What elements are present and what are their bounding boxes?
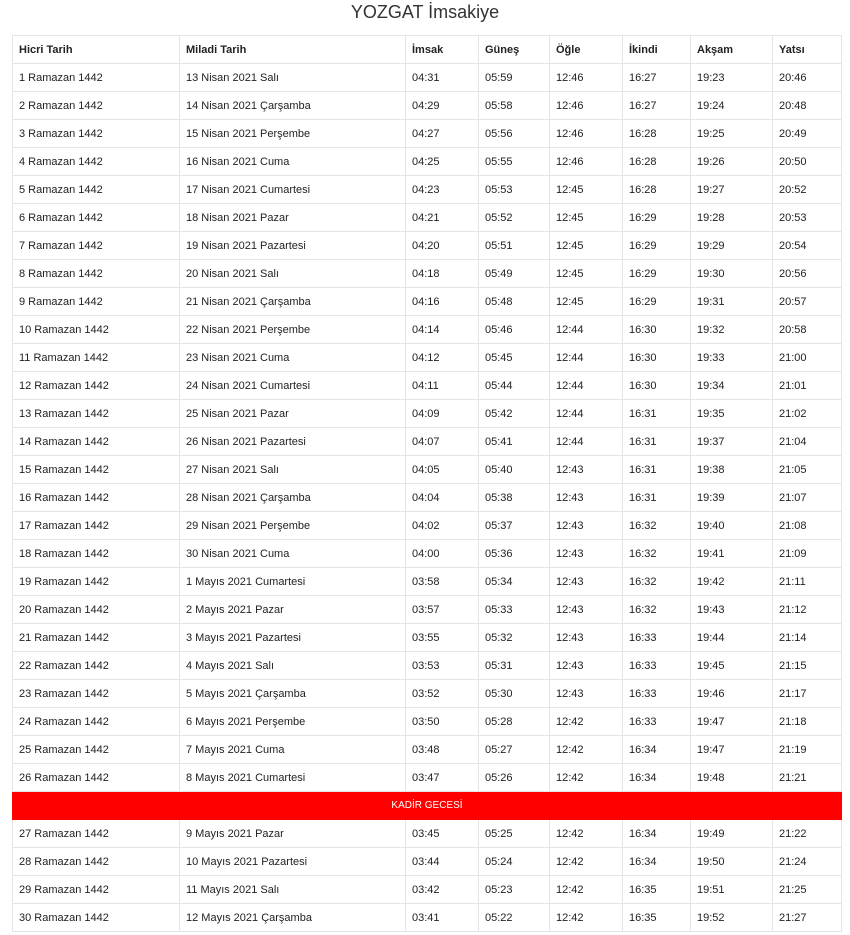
table-cell: 21:18 bbox=[773, 708, 842, 736]
table-cell: 04:21 bbox=[406, 204, 479, 232]
table-cell: 13 Ramazan 1442 bbox=[13, 400, 180, 428]
table-row bbox=[13, 568, 842, 596]
table-cell: 19:49 bbox=[691, 820, 773, 848]
kadir-gecesi-row bbox=[13, 792, 842, 820]
table-cell: 05:42 bbox=[479, 400, 550, 428]
table-cell: 04:07 bbox=[406, 428, 479, 456]
table-cell: 20:49 bbox=[773, 120, 842, 148]
table-cell: 12:42 bbox=[550, 820, 623, 848]
table-cell: 12:44 bbox=[550, 400, 623, 428]
table-cell: 15 Nisan 2021 Perşembe bbox=[180, 120, 406, 148]
table-cell: 25 Ramazan 1442 bbox=[13, 736, 180, 764]
table-cell: 24 Ramazan 1442 bbox=[13, 708, 180, 736]
header-ogle: Öğle bbox=[550, 36, 623, 64]
table-cell: 19:25 bbox=[691, 120, 773, 148]
table-cell: 29 Nisan 2021 Perşembe bbox=[180, 512, 406, 540]
table-cell: 27 Nisan 2021 Salı bbox=[180, 456, 406, 484]
table-cell: 05:58 bbox=[479, 92, 550, 120]
table-cell: 05:31 bbox=[479, 652, 550, 680]
table-row bbox=[13, 316, 842, 344]
table-cell: 20:46 bbox=[773, 64, 842, 92]
table-cell: 16:34 bbox=[623, 736, 691, 764]
table-cell: 19:33 bbox=[691, 344, 773, 372]
table-cell: 16:32 bbox=[623, 540, 691, 568]
table-row bbox=[13, 64, 842, 92]
table-cell: 04:25 bbox=[406, 148, 479, 176]
table-cell: 04:20 bbox=[406, 232, 479, 260]
table-cell: 19:48 bbox=[691, 764, 773, 792]
table-row bbox=[13, 288, 842, 316]
table-cell: 25 Nisan 2021 Pazar bbox=[180, 400, 406, 428]
table-cell: 05:33 bbox=[479, 596, 550, 624]
table-cell: 23 Nisan 2021 Cuma bbox=[180, 344, 406, 372]
table-cell: 03:52 bbox=[406, 680, 479, 708]
header-gunes: Güneş bbox=[479, 36, 550, 64]
table-row bbox=[13, 176, 842, 204]
table-cell: 03:50 bbox=[406, 708, 479, 736]
table-row bbox=[13, 204, 842, 232]
table-cell: 14 Nisan 2021 Çarşamba bbox=[180, 92, 406, 120]
table-cell: 12:45 bbox=[550, 232, 623, 260]
table-cell: 9 Ramazan 1442 bbox=[13, 288, 180, 316]
table-cell: 19:24 bbox=[691, 92, 773, 120]
table-cell: 12:43 bbox=[550, 456, 623, 484]
table-cell: 16:32 bbox=[623, 512, 691, 540]
table-row bbox=[13, 120, 842, 148]
table-row bbox=[13, 232, 842, 260]
table-cell: 05:28 bbox=[479, 708, 550, 736]
table-cell: 19:41 bbox=[691, 540, 773, 568]
table-cell: 16:34 bbox=[623, 764, 691, 792]
table-cell: 14 Ramazan 1442 bbox=[13, 428, 180, 456]
table-cell: 16:35 bbox=[623, 876, 691, 904]
table-cell: 19:38 bbox=[691, 456, 773, 484]
table-row bbox=[13, 624, 842, 652]
table-cell: 16:33 bbox=[623, 680, 691, 708]
table-cell: 12:43 bbox=[550, 568, 623, 596]
table-cell: 05:22 bbox=[479, 904, 550, 932]
table-cell: 1 Ramazan 1442 bbox=[13, 64, 180, 92]
table-cell: 12:46 bbox=[550, 64, 623, 92]
table-cell: 16:33 bbox=[623, 624, 691, 652]
table-cell: 12:42 bbox=[550, 876, 623, 904]
table-row bbox=[13, 680, 842, 708]
table-cell: 5 Mayıs 2021 Çarşamba bbox=[180, 680, 406, 708]
table-cell: 21:12 bbox=[773, 596, 842, 624]
table-cell: 6 Mayıs 2021 Perşembe bbox=[180, 708, 406, 736]
table-cell: 19:29 bbox=[691, 232, 773, 260]
table-cell: 05:52 bbox=[479, 204, 550, 232]
table-cell: 16:30 bbox=[623, 344, 691, 372]
table-cell: 18 Nisan 2021 Pazar bbox=[180, 204, 406, 232]
table-cell: 16:29 bbox=[623, 288, 691, 316]
table-cell: 3 Mayıs 2021 Pazartesi bbox=[180, 624, 406, 652]
table-row bbox=[13, 848, 842, 876]
table-cell: 04:18 bbox=[406, 260, 479, 288]
table-cell: 15 Ramazan 1442 bbox=[13, 456, 180, 484]
table-row bbox=[13, 260, 842, 288]
table-cell: 12:44 bbox=[550, 344, 623, 372]
table-cell: 03:44 bbox=[406, 848, 479, 876]
table-cell: 19:44 bbox=[691, 624, 773, 652]
table-cell: 05:37 bbox=[479, 512, 550, 540]
table-cell: 20 Nisan 2021 Salı bbox=[180, 260, 406, 288]
table-row bbox=[13, 344, 842, 372]
table-row bbox=[13, 652, 842, 680]
table-cell: 12:46 bbox=[550, 92, 623, 120]
table-cell: 2 Ramazan 1442 bbox=[13, 92, 180, 120]
header-imsak: İmsak bbox=[406, 36, 479, 64]
table-cell: 20 Ramazan 1442 bbox=[13, 596, 180, 624]
table-cell: 6 Ramazan 1442 bbox=[13, 204, 180, 232]
table-cell: 16:32 bbox=[623, 596, 691, 624]
table-cell: 11 Mayıs 2021 Salı bbox=[180, 876, 406, 904]
table-cell: 04:31 bbox=[406, 64, 479, 92]
table-cell: 05:59 bbox=[479, 64, 550, 92]
table-cell: 21:25 bbox=[773, 876, 842, 904]
table-cell: 16:35 bbox=[623, 904, 691, 932]
table-cell: 19:42 bbox=[691, 568, 773, 596]
table-row bbox=[13, 92, 842, 120]
table-row bbox=[13, 456, 842, 484]
imsakiye-table bbox=[12, 35, 842, 932]
table-cell: 16 Ramazan 1442 bbox=[13, 484, 180, 512]
table-cell: 9 Mayıs 2021 Pazar bbox=[180, 820, 406, 848]
table-cell: 05:32 bbox=[479, 624, 550, 652]
table-cell: 19:30 bbox=[691, 260, 773, 288]
table-cell: 12:43 bbox=[550, 484, 623, 512]
table-body-after bbox=[13, 820, 842, 932]
table-cell: 20:52 bbox=[773, 176, 842, 204]
table-cell: 03:42 bbox=[406, 876, 479, 904]
table-cell: 20:53 bbox=[773, 204, 842, 232]
table-cell: 30 Nisan 2021 Cuma bbox=[180, 540, 406, 568]
table-cell: 10 Mayıs 2021 Pazartesi bbox=[180, 848, 406, 876]
table-cell: 03:53 bbox=[406, 652, 479, 680]
table-cell: 16:31 bbox=[623, 428, 691, 456]
table-cell: 16 Nisan 2021 Cuma bbox=[180, 148, 406, 176]
table-cell: 03:45 bbox=[406, 820, 479, 848]
table-row bbox=[13, 764, 842, 792]
page-title: YOZGAT İmsakiye bbox=[350, 2, 500, 22]
table-row bbox=[13, 484, 842, 512]
table-cell: 21:01 bbox=[773, 372, 842, 400]
table-cell: 20:54 bbox=[773, 232, 842, 260]
table-cell: 03:47 bbox=[406, 764, 479, 792]
header-yatsi: Yatsı bbox=[773, 36, 842, 64]
table-cell: 12:42 bbox=[550, 764, 623, 792]
table-body-before bbox=[13, 64, 842, 792]
table-cell: 1 Mayıs 2021 Cumartesi bbox=[180, 568, 406, 596]
table-cell: 04:14 bbox=[406, 316, 479, 344]
table-cell: 03:55 bbox=[406, 624, 479, 652]
table-cell: 19:35 bbox=[691, 400, 773, 428]
table-cell: 20:56 bbox=[773, 260, 842, 288]
table-cell: 12:43 bbox=[550, 624, 623, 652]
table-cell: 03:57 bbox=[406, 596, 479, 624]
table-row bbox=[13, 596, 842, 624]
table-cell: 12:45 bbox=[550, 260, 623, 288]
table-cell: 05:49 bbox=[479, 260, 550, 288]
table-cell: 19:37 bbox=[691, 428, 773, 456]
table-cell: 30 Ramazan 1442 bbox=[13, 904, 180, 932]
header-hicri-tarih: Hicri Tarih bbox=[13, 36, 180, 64]
table-cell: 19:47 bbox=[691, 736, 773, 764]
table-cell: 27 Ramazan 1442 bbox=[13, 820, 180, 848]
table-cell: 05:46 bbox=[479, 316, 550, 344]
table-cell: 03:48 bbox=[406, 736, 479, 764]
table-cell: 04:09 bbox=[406, 400, 479, 428]
table-cell: 19:51 bbox=[691, 876, 773, 904]
table-cell: 04:11 bbox=[406, 372, 479, 400]
table-cell: 21:19 bbox=[773, 736, 842, 764]
table-cell: 05:56 bbox=[479, 120, 550, 148]
table-cell: 03:41 bbox=[406, 904, 479, 932]
table-cell: 17 Nisan 2021 Cumartesi bbox=[180, 176, 406, 204]
table-cell: 05:48 bbox=[479, 288, 550, 316]
table-cell: 21:00 bbox=[773, 344, 842, 372]
table-cell: 05:55 bbox=[479, 148, 550, 176]
table-cell: 28 Ramazan 1442 bbox=[13, 848, 180, 876]
table-cell: 17 Ramazan 1442 bbox=[13, 512, 180, 540]
table-cell: 16:28 bbox=[623, 148, 691, 176]
table-cell: 12:45 bbox=[550, 288, 623, 316]
table-cell: 12:43 bbox=[550, 652, 623, 680]
table-cell: 7 Ramazan 1442 bbox=[13, 232, 180, 260]
table-cell: 05:27 bbox=[479, 736, 550, 764]
table-cell: 04:02 bbox=[406, 512, 479, 540]
table-cell: 22 Ramazan 1442 bbox=[13, 652, 180, 680]
table-row bbox=[13, 372, 842, 400]
table-cell: 19:40 bbox=[691, 512, 773, 540]
table-cell: 19:47 bbox=[691, 708, 773, 736]
table-cell: 20:48 bbox=[773, 92, 842, 120]
table-cell: 04:27 bbox=[406, 120, 479, 148]
table-cell: 12:42 bbox=[550, 848, 623, 876]
table-cell: 12:46 bbox=[550, 120, 623, 148]
table-cell: 12:44 bbox=[550, 316, 623, 344]
table-cell: 8 Mayıs 2021 Cumartesi bbox=[180, 764, 406, 792]
table-cell: 16:32 bbox=[623, 568, 691, 596]
table-cell: 19 Nisan 2021 Pazartesi bbox=[180, 232, 406, 260]
table-cell: 28 Nisan 2021 Çarşamba bbox=[180, 484, 406, 512]
table-cell: 05:23 bbox=[479, 876, 550, 904]
table-cell: 22 Nisan 2021 Perşembe bbox=[180, 316, 406, 344]
table-cell: 18 Ramazan 1442 bbox=[13, 540, 180, 568]
table-cell: 12:44 bbox=[550, 428, 623, 456]
table-cell: 19:45 bbox=[691, 652, 773, 680]
table-cell: 26 Ramazan 1442 bbox=[13, 764, 180, 792]
table-cell: 19:32 bbox=[691, 316, 773, 344]
table-row bbox=[13, 708, 842, 736]
table-cell: 05:36 bbox=[479, 540, 550, 568]
table-cell: 12:43 bbox=[550, 540, 623, 568]
table-cell: 11 Ramazan 1442 bbox=[13, 344, 180, 372]
table-cell: 16:29 bbox=[623, 260, 691, 288]
table-cell: 20:57 bbox=[773, 288, 842, 316]
table-cell: 16:30 bbox=[623, 372, 691, 400]
table-cell: 12:42 bbox=[550, 904, 623, 932]
table-cell: 19:46 bbox=[691, 680, 773, 708]
kadir-gecesi-label: KADİR GECESİ bbox=[13, 792, 842, 820]
table-cell: 21:21 bbox=[773, 764, 842, 792]
table-cell: 21:27 bbox=[773, 904, 842, 932]
table-cell: 21:04 bbox=[773, 428, 842, 456]
table-cell: 05:53 bbox=[479, 176, 550, 204]
table-cell: 16:27 bbox=[623, 92, 691, 120]
table-cell: 04:05 bbox=[406, 456, 479, 484]
table-cell: 19 Ramazan 1442 bbox=[13, 568, 180, 596]
table-cell: 04:00 bbox=[406, 540, 479, 568]
table-cell: 16:31 bbox=[623, 400, 691, 428]
table-row bbox=[13, 512, 842, 540]
table-cell: 3 Ramazan 1442 bbox=[13, 120, 180, 148]
table-cell: 19:50 bbox=[691, 848, 773, 876]
table-cell: 13 Nisan 2021 Salı bbox=[180, 64, 406, 92]
table-cell: 05:40 bbox=[479, 456, 550, 484]
table-cell: 16:29 bbox=[623, 204, 691, 232]
table-cell: 05:24 bbox=[479, 848, 550, 876]
table-cell: 21:24 bbox=[773, 848, 842, 876]
table-cell: 04:12 bbox=[406, 344, 479, 372]
table-cell: 04:29 bbox=[406, 92, 479, 120]
table-cell: 05:38 bbox=[479, 484, 550, 512]
table-cell: 05:45 bbox=[479, 344, 550, 372]
table-cell: 19:43 bbox=[691, 596, 773, 624]
table-cell: 19:27 bbox=[691, 176, 773, 204]
table-cell: 16:28 bbox=[623, 176, 691, 204]
table-cell: 04:23 bbox=[406, 176, 479, 204]
table-cell: 05:41 bbox=[479, 428, 550, 456]
table-cell: 21:07 bbox=[773, 484, 842, 512]
table-body-special bbox=[13, 792, 842, 820]
table-cell: 05:30 bbox=[479, 680, 550, 708]
table-cell: 20:58 bbox=[773, 316, 842, 344]
table-cell: 21:05 bbox=[773, 456, 842, 484]
table-cell: 21:14 bbox=[773, 624, 842, 652]
table-row bbox=[13, 428, 842, 456]
header-ikindi: İkindi bbox=[623, 36, 691, 64]
table-cell: 19:39 bbox=[691, 484, 773, 512]
table-cell: 16:27 bbox=[623, 64, 691, 92]
table-header-row bbox=[13, 36, 842, 64]
table-cell: 21:11 bbox=[773, 568, 842, 596]
table-row bbox=[13, 540, 842, 568]
table-cell: 03:58 bbox=[406, 568, 479, 596]
table-cell: 16:34 bbox=[623, 848, 691, 876]
table-cell: 21:17 bbox=[773, 680, 842, 708]
table-cell: 16:28 bbox=[623, 120, 691, 148]
table-cell: 19:34 bbox=[691, 372, 773, 400]
table-cell: 04:16 bbox=[406, 288, 479, 316]
table-cell: 19:26 bbox=[691, 148, 773, 176]
table-cell: 26 Nisan 2021 Pazartesi bbox=[180, 428, 406, 456]
table-cell: 16:33 bbox=[623, 652, 691, 680]
table-cell: 12:46 bbox=[550, 148, 623, 176]
table-cell: 24 Nisan 2021 Cumartesi bbox=[180, 372, 406, 400]
table-cell: 21:22 bbox=[773, 820, 842, 848]
table-cell: 8 Ramazan 1442 bbox=[13, 260, 180, 288]
table-cell: 21 Nisan 2021 Çarşamba bbox=[180, 288, 406, 316]
table-cell: 16:31 bbox=[623, 484, 691, 512]
header-aksam: Akşam bbox=[691, 36, 773, 64]
table-row bbox=[13, 820, 842, 848]
table-cell: 23 Ramazan 1442 bbox=[13, 680, 180, 708]
table-row bbox=[13, 148, 842, 176]
table-cell: 12:43 bbox=[550, 680, 623, 708]
table-cell: 12:43 bbox=[550, 596, 623, 624]
table-cell: 12:44 bbox=[550, 372, 623, 400]
table-cell: 16:30 bbox=[623, 316, 691, 344]
table-cell: 4 Mayıs 2021 Salı bbox=[180, 652, 406, 680]
table-cell: 19:23 bbox=[691, 64, 773, 92]
table-cell: 12:45 bbox=[550, 204, 623, 232]
table-row bbox=[13, 876, 842, 904]
table-cell: 21:02 bbox=[773, 400, 842, 428]
table-cell: 05:34 bbox=[479, 568, 550, 596]
table-row bbox=[13, 400, 842, 428]
table-cell: 05:26 bbox=[479, 764, 550, 792]
table-cell: 12:42 bbox=[550, 708, 623, 736]
table-cell: 29 Ramazan 1442 bbox=[13, 876, 180, 904]
table-cell: 7 Mayıs 2021 Cuma bbox=[180, 736, 406, 764]
table-cell: 12:42 bbox=[550, 736, 623, 764]
table-cell: 12:45 bbox=[550, 176, 623, 204]
table-cell: 21:15 bbox=[773, 652, 842, 680]
table-cell: 12 Mayıs 2021 Çarşamba bbox=[180, 904, 406, 932]
table-cell: 21:09 bbox=[773, 540, 842, 568]
table-row bbox=[13, 736, 842, 764]
table-cell: 16:34 bbox=[623, 820, 691, 848]
table-cell: 21 Ramazan 1442 bbox=[13, 624, 180, 652]
table-cell: 05:51 bbox=[479, 232, 550, 260]
table-cell: 16:31 bbox=[623, 456, 691, 484]
table-cell: 2 Mayıs 2021 Pazar bbox=[180, 596, 406, 624]
table-cell: 20:50 bbox=[773, 148, 842, 176]
table-row bbox=[13, 904, 842, 932]
table-cell: 5 Ramazan 1442 bbox=[13, 176, 180, 204]
table-cell: 4 Ramazan 1442 bbox=[13, 148, 180, 176]
table-cell: 19:52 bbox=[691, 904, 773, 932]
table-cell: 16:29 bbox=[623, 232, 691, 260]
table-cell: 05:44 bbox=[479, 372, 550, 400]
table-cell: 04:04 bbox=[406, 484, 479, 512]
table-cell: 12 Ramazan 1442 bbox=[13, 372, 180, 400]
table-cell: 19:28 bbox=[691, 204, 773, 232]
table-cell: 21:08 bbox=[773, 512, 842, 540]
table-cell: 05:25 bbox=[479, 820, 550, 848]
header-miladi-tarih: Miladi Tarih bbox=[180, 36, 406, 64]
table-cell: 19:31 bbox=[691, 288, 773, 316]
table-cell: 12:43 bbox=[550, 512, 623, 540]
table-cell: 10 Ramazan 1442 bbox=[13, 316, 180, 344]
table-cell: 16:33 bbox=[623, 708, 691, 736]
